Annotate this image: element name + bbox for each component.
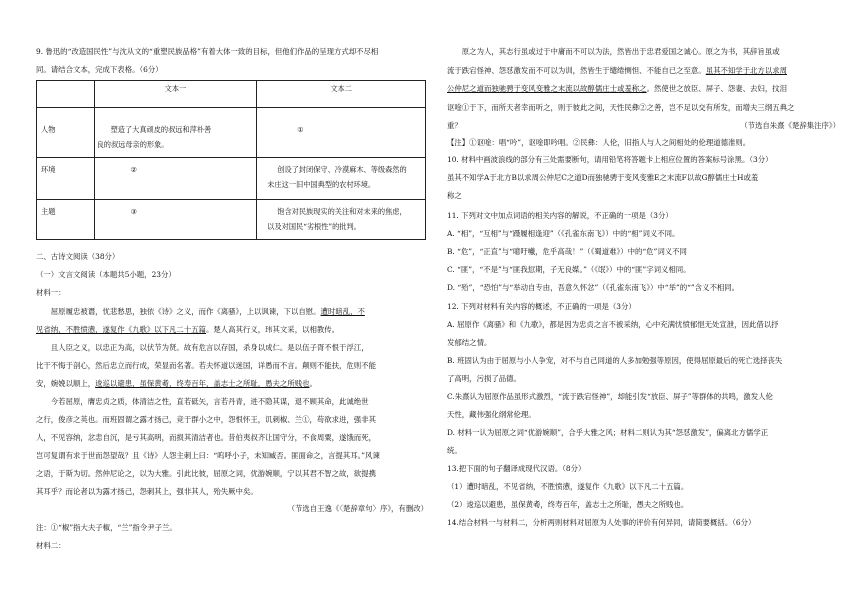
paragraph-line	[447, 67, 787, 76]
right-column	[447, 0, 840, 596]
q12-option-d-line-1: D. 材料一认为屈原之词“优游婉顺”，合乎大雅之风；材料二则认为其“怨怼激发”，偏离北方儒学正	[447, 428, 769, 437]
paragraph-line	[36, 308, 365, 317]
text-span: 其耳乎？而论者以为露才扬己，怨刺其上，强非其人，殆失厥中矣。	[36, 487, 258, 496]
q12-stem: 12. 下列对材料有关内容的概述，不正确的一项是（3分）	[447, 302, 636, 311]
text-span: 且人臣之义，以忠正为高，以伏节为贤。故有危言以存国，杀身以成仁。是以伍子胥不恨于浮江，	[36, 343, 369, 352]
q11-option-b: B. “危”，“正直”与“噫吁嚱，危乎高哉！”（《蜀道难》）中的“危”词义不同	[447, 247, 687, 256]
q12-option-b-line-1: B. 班固认为由于屈原与小人争宠，对不与自己同道的人多加勉强等原因，使得屈原最后的死亡选择丧失	[447, 356, 783, 365]
q9-cell-line: 饱含对民族现实的关注和对未来的焦虑，	[277, 207, 407, 216]
text-span: 。然使世之放臣、屏子、怨妻、去妇，抆泪	[646, 84, 787, 93]
q12-option-a-line-2: 发郁结之情。	[447, 338, 492, 347]
footnote-1: 注：①“椒”指大夫子椒，“兰”指令尹子兰。	[36, 523, 177, 532]
q9-cell-text1	[94, 158, 257, 200]
paragraph-line	[36, 380, 317, 389]
q9-cell-text1	[94, 200, 257, 240]
q9-row-label: 环境	[37, 158, 95, 200]
paragraph-line	[447, 85, 787, 94]
q9-cell-line: ①	[297, 125, 304, 134]
q9-cell-line: ③	[130, 207, 138, 216]
q10-stem: 10. 材料中画波浪线的部分有三处需要断句，请用铅笔将答题卡上相应位置的答案标号涂黑。（3分）	[447, 155, 773, 164]
underlined-sentence: 逡巡以避患，虽保黄耇，终寿百年，盖志士之所耻，愚夫之所贱也	[95, 379, 310, 388]
text-span: 人，不见容纳，忿恚自沉，是亏其高明，而损其清洁者也。昔伯夷叔齐让国守分，不食周粟，遂饿而死，	[36, 433, 376, 442]
q13-item-1: （1）遭时暗乱，不见省纳，不胜愤懑，遂复作《九歌》以下凡二十五篇。	[447, 482, 689, 491]
q9-table-row	[37, 200, 426, 240]
underlined-sentence: 公仲尼之道而独驰骋于变风变雅之末流以故醇儒庄士或羞称之	[447, 84, 647, 93]
q9-cell-line: 良的叔远母亲的形象。	[96, 139, 169, 149]
text-span: 原之为人，其志行虽或过于中庸而不可以为法，然皆出于忠君爱国之诚心。原之为书，其辞旨虽或	[447, 47, 780, 56]
q9-cell-line: 创设了封闭保守、冷漠麻木、等级森然的	[277, 165, 407, 174]
q9-table-head-text2: 文本二	[257, 81, 426, 108]
paragraph-line	[36, 326, 339, 335]
q12-option-b-line-2: 了高明，污损了品德。	[447, 374, 521, 383]
underlined-sentence: 见省纳，不胜愤懑，遂复作《九歌》以下凡二十五篇	[36, 325, 206, 334]
text-span: 岂可复谓有求于世而怨望哉？且《诗》人怨主刺上曰：“呜呼小子，未知臧否。匪面命之，言提其耳。”风谏	[36, 451, 380, 460]
paragraph-line	[36, 470, 376, 479]
q12-option-d-line-2: 统。	[447, 446, 462, 455]
text-span: 。	[309, 379, 317, 388]
q10-text-line-1: 虽其不知学A于北方B以求周公仲尼C之道D而独驰骋于变风变雅E之末流F以故G醇儒庄士H或羞	[447, 173, 759, 182]
paragraph-line	[36, 488, 258, 497]
material-2-label: 材料二：	[36, 541, 66, 550]
q9-table-header	[37, 81, 426, 108]
q9-cell-text2	[257, 200, 426, 240]
q11-stem: 11. 下列对文中加点词语的相关内容的解说，不正确的一项是（3分）	[447, 211, 673, 220]
text-span: 重？	[447, 121, 462, 130]
q9-cell-text2	[257, 158, 426, 200]
q9-cell-text1	[94, 108, 257, 158]
text-span: 之语，于斯为切。然仲尼论之，以为大雅。引此比彼，屈原之词，优游婉顺，宁以其君不智之故，欲提携	[36, 469, 376, 478]
text-span: 。楚人高其行义，玮其文采，以相教传。	[206, 325, 340, 334]
source-citation-1: （节选自王逸《〈楚辞章句〉序》，有删改）	[287, 504, 428, 513]
text-span: 讴唫①于下，而所天者幸而听之，则于彼此之间，天性民彝②之善，岂不足以交有所发，而增夫三纲五典之	[447, 102, 795, 112]
text-span: 流于跌宕怪神、怨怼激发而不可以为训，然皆生于缱绻恻怛、不能自已之至意。	[447, 65, 706, 75]
text-span: 之行，俊彦之英也。而班固谓之露才扬己，竞于群小之中，怨恨怀王，讥刺椒、兰①，苟欲求进，强非其	[36, 415, 376, 424]
material-1-label: 材料一：	[36, 288, 66, 297]
q9-cell-line: 塑造了大真顽皮的叔远和萍朴善	[110, 125, 212, 134]
paragraph-line	[36, 434, 376, 443]
q9-cell-text2	[257, 108, 426, 158]
q14-stem: 14.结合材料一与材料二，分析两则材料对屈原为人处事的评价有何异同，请简要概括。（6分）	[447, 518, 756, 527]
source-citation-2: （节选自朱熹《楚辞集注序》）	[740, 121, 840, 130]
paragraph-line	[36, 362, 376, 371]
text-span: 今若屈原，膺忠贞之质，体清洁之性，直若砥矢，言若丹青，进不隐其谋，退不顾其命，此诚绝世	[36, 397, 369, 406]
q11-option-a: A. “相”，“互相”与“蹑履相逢迎”（《孔雀东南飞》）中的“相”词义不同。	[447, 229, 680, 238]
q9-row-label: 人物	[37, 108, 95, 158]
section-2-heading: 二、古诗文阅读（38分）	[36, 252, 120, 261]
q11-option-d: D. “殆”，“恐怕”与“举动自专由，吾意久怀忿”（《孔雀东南飞》）中“举”的“”含义不相同。	[447, 283, 740, 292]
q9-row-label: 主题	[37, 200, 95, 240]
q9-stem-line-1: 9. 鲁迅的“改造国民性”与沈从文的“重塑民族品格”有着大体一致的目标，但他们作品的呈现方式却不尽相	[36, 47, 379, 56]
text-span: 屈原履忠被谮，忧悲愁思，独依《诗》之义，而作《离骚》，上以讽谏，下以自慰。	[36, 307, 321, 316]
q9-cell-line: 以及对国民“劣根性”的批判。	[267, 221, 361, 231]
q9-cell-line: ②	[130, 165, 138, 174]
underlined-sentence: 虽其不知学于北方以求周	[705, 65, 787, 75]
footnote-2: 【注】①讴唫：唱“吟”，讴唫即吟唱。②民彝：人伦，旧指人与人之间相处的伦理道德准则。	[447, 138, 751, 147]
q9-table-row	[37, 108, 426, 158]
paragraph-line	[447, 48, 780, 57]
q9-table-head-blank	[37, 81, 95, 108]
q10-text-line-2: 称之	[447, 191, 462, 200]
paragraph-line	[36, 416, 376, 425]
q12-option-c-line-1: C.朱熹认为屈原作品虽形式激烈，“流于跌宕怪神”，却能引发“放臣、屏子”等群体的共鸣，激发人伦	[447, 392, 773, 401]
q9-stem-line-2: 同。请结合文本，完成下表格。（6分）	[36, 65, 163, 74]
paragraph-line	[36, 398, 369, 407]
text-span: 比干不悔于剖心，然后忠立而行成，荣显而名著。若夫怀道以迷国，详愚而不言。颠则不能扶，危则不能	[36, 361, 376, 370]
q9-table-head-text1: 文本一	[94, 81, 257, 108]
left-column	[36, 0, 428, 596]
q9-table-row	[37, 158, 426, 200]
q12-option-c-line-2: 天性，藏伟强化纲常伦理。	[447, 410, 536, 419]
q13-stem: 13.把下面的句子翻译成现代汉语。（8分）	[447, 464, 586, 473]
underlined-sentence: 遭时暗乱，不	[320, 307, 365, 316]
q13-item-2: （2）逡巡以避患，虽保黄耇，终寿百年，盖志士之所耻，愚夫之所贱也。	[447, 500, 689, 509]
text-span: 安，婉娩以顺上，	[36, 379, 96, 388]
paragraph-line	[36, 344, 369, 353]
q9-table	[36, 80, 426, 240]
paragraph-line	[36, 452, 380, 461]
paragraph-line	[447, 122, 462, 131]
q12-option-a-line-1: A. 屈原作《离骚》和《九歌》，都是因为忠贞之言不被采纳，心中充满忧愤郁悒无处宣泄，因此借以抒	[447, 320, 779, 329]
q9-cell-line: 未庄这一旧中国典型的农村环境。	[267, 179, 376, 189]
paragraph-line	[447, 104, 794, 113]
subsection-1-heading: （一）文言文阅读（本题共5小题，23分）	[36, 270, 176, 279]
q11-option-c: C. “匪”，“不是”与“匪我愆期，子无良媒。”（《氓》）中的“匪”字词义相同。	[447, 265, 691, 274]
